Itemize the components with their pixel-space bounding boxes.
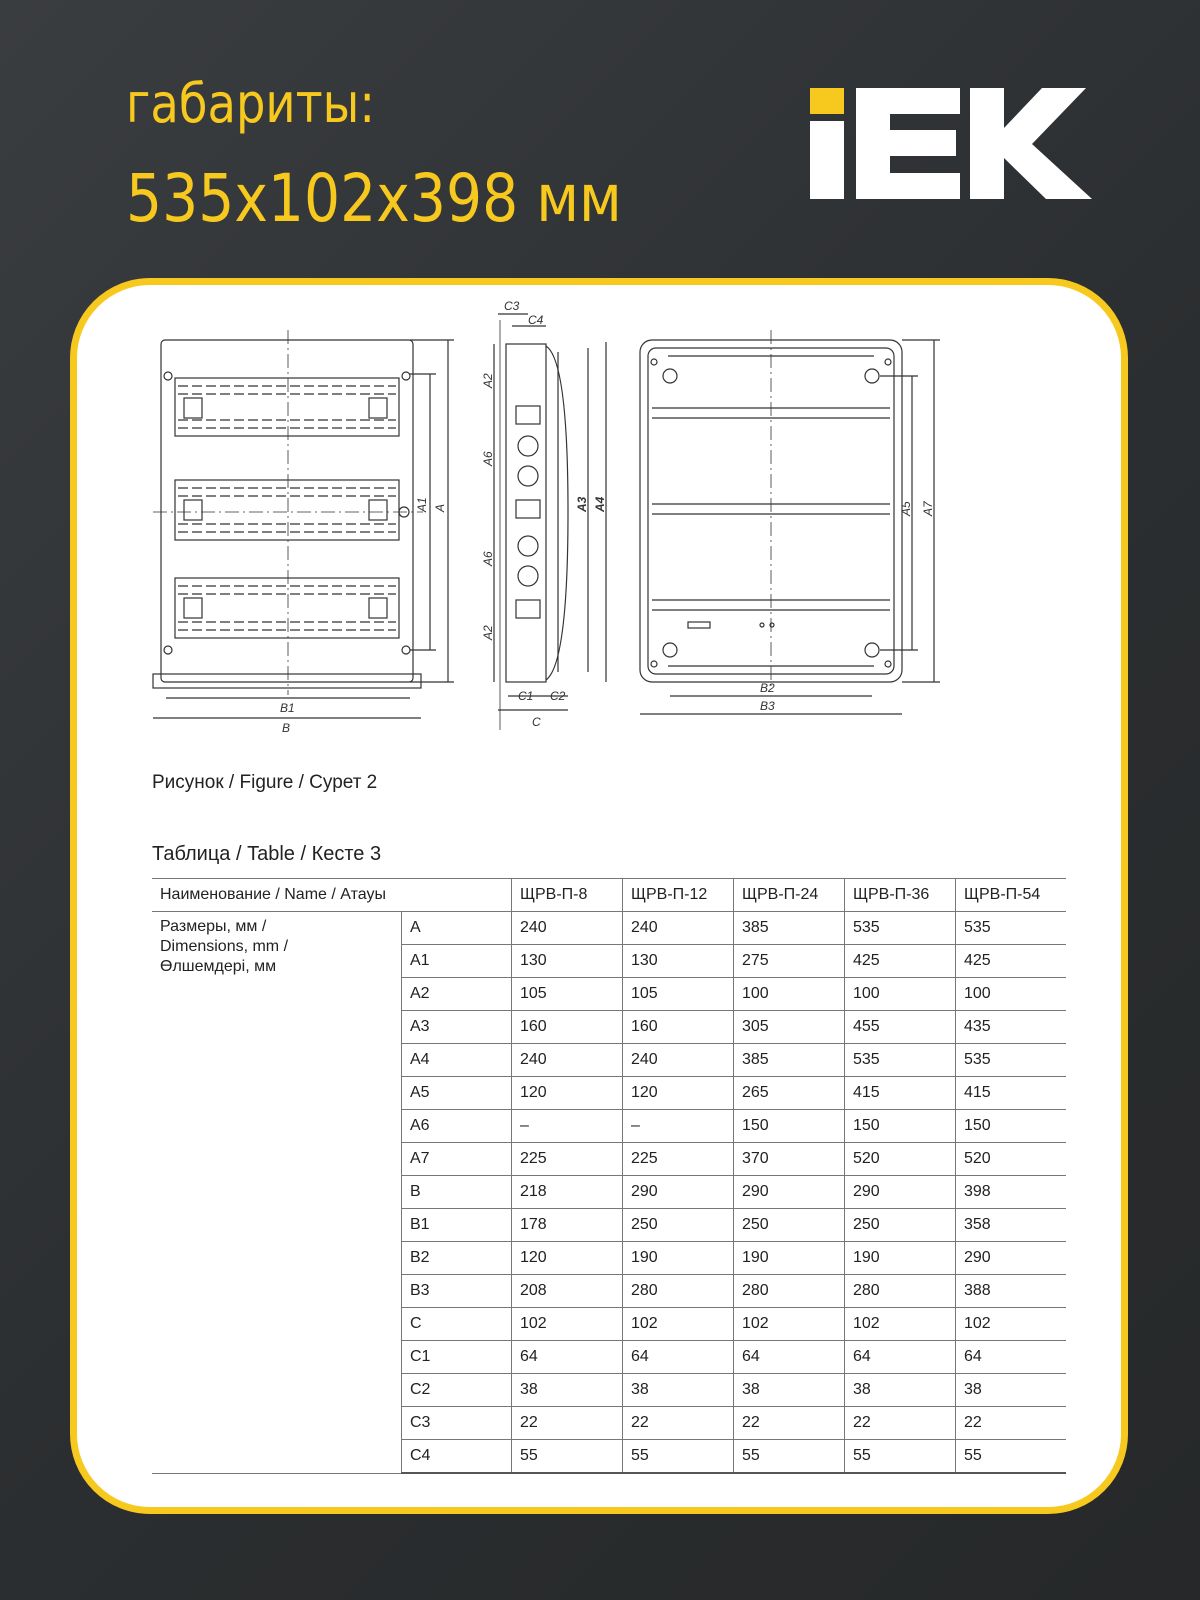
param-cell: C4: [402, 1440, 512, 1474]
figure-caption: Рисунок / Figure / Сурет 2: [152, 772, 378, 793]
technical-drawing: [148, 300, 968, 740]
param-cell: B: [402, 1176, 512, 1209]
dimensions-table: [152, 878, 1066, 1474]
value-cell: 38: [956, 1374, 1067, 1407]
value-cell: 178: [512, 1209, 623, 1242]
logo-dot: [810, 88, 844, 114]
value-cell: 425: [845, 945, 956, 978]
value-cell: 435: [956, 1011, 1067, 1044]
iek-logo: [810, 88, 1100, 204]
value-cell: 102: [623, 1308, 734, 1341]
value-cell: 218: [512, 1176, 623, 1209]
side-view: [494, 314, 606, 730]
front-row-1: [175, 378, 399, 436]
value-cell: 388: [956, 1275, 1067, 1308]
table-row: [152, 912, 1066, 945]
dimension-group-label: [152, 912, 402, 1474]
model-header: ЩРВ-П-12: [623, 879, 734, 912]
logo-letter-e: [856, 88, 960, 199]
value-cell: 520: [845, 1143, 956, 1176]
param-cell: A6: [402, 1110, 512, 1143]
param-cell: B2: [402, 1242, 512, 1275]
param-cell: B1: [402, 1209, 512, 1242]
value-cell: 275: [734, 945, 845, 978]
value-cell: 250: [845, 1209, 956, 1242]
value-cell: 100: [734, 978, 845, 1011]
value-cell: 415: [956, 1077, 1067, 1110]
value-cell: 150: [845, 1110, 956, 1143]
param-cell: A1: [402, 945, 512, 978]
group-label-ru: Размеры, мм /: [160, 918, 267, 935]
param-cell: A5: [402, 1077, 512, 1110]
value-cell: 190: [623, 1242, 734, 1275]
value-cell: 64: [734, 1341, 845, 1374]
value-cell: 280: [734, 1275, 845, 1308]
param-cell: A2: [402, 978, 512, 1011]
value-cell: 290: [734, 1176, 845, 1209]
value-cell: 358: [956, 1209, 1067, 1242]
value-cell: 250: [623, 1209, 734, 1242]
value-cell: 280: [623, 1275, 734, 1308]
value-cell: 280: [845, 1275, 956, 1308]
value-cell: 102: [734, 1308, 845, 1341]
value-cell: 190: [845, 1242, 956, 1275]
value-cell: 120: [512, 1077, 623, 1110]
value-cell: 385: [734, 912, 845, 945]
param-cell: B3: [402, 1275, 512, 1308]
value-cell: 208: [512, 1275, 623, 1308]
front-view: [153, 330, 454, 718]
label-c1: C1: [518, 689, 534, 703]
value-cell: 22: [956, 1407, 1067, 1440]
value-cell: 398: [956, 1176, 1067, 1209]
front-row-3: [175, 578, 399, 638]
value-cell: 55: [956, 1440, 1067, 1474]
label-a2-bottom: A2: [481, 625, 495, 640]
dimensions-title: габариты:: [126, 72, 375, 135]
front-row-2: [175, 480, 399, 540]
label-a1: A1: [415, 497, 429, 512]
value-cell: 102: [845, 1308, 956, 1341]
value-cell: 64: [956, 1341, 1067, 1374]
value-cell: 370: [734, 1143, 845, 1176]
value-cell: 55: [845, 1440, 956, 1474]
value-cell: 240: [512, 912, 623, 945]
value-cell: 240: [623, 912, 734, 945]
label-b3: B3: [760, 699, 775, 713]
value-cell: 150: [734, 1110, 845, 1143]
value-cell: 225: [623, 1143, 734, 1176]
label-b2: B2: [760, 681, 775, 695]
label-c3: C3: [504, 300, 520, 313]
back-view: [640, 330, 940, 714]
value-cell: 105: [623, 978, 734, 1011]
value-cell: 38: [512, 1374, 623, 1407]
param-cell: C1: [402, 1341, 512, 1374]
value-cell: 120: [512, 1242, 623, 1275]
value-cell: 130: [623, 945, 734, 978]
label-c2: C2: [550, 689, 566, 703]
label-a6-bottom: A6: [481, 551, 495, 566]
model-header: ЩРВ-П-8: [512, 879, 623, 912]
value-cell: 22: [734, 1407, 845, 1440]
label-c4: C4: [528, 313, 544, 327]
model-header: ЩРВ-П-24: [734, 879, 845, 912]
value-cell: 38: [623, 1374, 734, 1407]
value-cell: 130: [512, 945, 623, 978]
value-cell: 305: [734, 1011, 845, 1044]
value-cell: 38: [734, 1374, 845, 1407]
logo-letter-i: [810, 121, 844, 199]
value-cell: 22: [512, 1407, 623, 1440]
value-cell: 160: [623, 1011, 734, 1044]
param-cell: C3: [402, 1407, 512, 1440]
value-cell: 22: [623, 1407, 734, 1440]
value-cell: 520: [956, 1143, 1067, 1176]
name-column-header: Наименование / Name / Атауы: [152, 879, 512, 912]
group-label-kz: Өлшемдері, мм: [160, 958, 277, 975]
value-cell: 120: [623, 1077, 734, 1110]
param-cell: A4: [402, 1044, 512, 1077]
param-cell: A: [402, 912, 512, 945]
value-cell: 240: [623, 1044, 734, 1077]
value-cell: 38: [845, 1374, 956, 1407]
value-cell: 64: [623, 1341, 734, 1374]
value-cell: 535: [845, 1044, 956, 1077]
table-body: [152, 912, 1066, 1474]
logo-letter-k: [970, 88, 1092, 199]
value-cell: 385: [734, 1044, 845, 1077]
param-cell: C: [402, 1308, 512, 1341]
value-cell: 64: [512, 1341, 623, 1374]
label-a7: A7: [921, 501, 935, 516]
value-cell: 55: [734, 1440, 845, 1474]
label-a6-top: A6: [481, 451, 495, 466]
value-cell: 535: [956, 1044, 1067, 1077]
table-caption: Таблица / Table / Кесте 3: [152, 843, 382, 865]
label-a2-top: A2: [481, 373, 495, 388]
table-header-row: [152, 879, 1066, 912]
value-cell: 102: [956, 1308, 1067, 1341]
value-cell: 455: [845, 1011, 956, 1044]
label-a: A: [433, 503, 447, 512]
value-cell: 55: [623, 1440, 734, 1474]
value-cell: 415: [845, 1077, 956, 1110]
value-cell: 225: [512, 1143, 623, 1176]
label-b: B: [282, 721, 291, 735]
value-cell: 100: [956, 978, 1067, 1011]
value-cell: 102: [512, 1308, 623, 1341]
param-cell: A3: [402, 1011, 512, 1044]
value-cell: 240: [512, 1044, 623, 1077]
value-cell: 250: [734, 1209, 845, 1242]
model-header: ЩРВ-П-54: [956, 879, 1067, 912]
value-cell: –: [512, 1110, 623, 1143]
value-cell: 190: [734, 1242, 845, 1275]
value-cell: 160: [512, 1011, 623, 1044]
value-cell: 22: [845, 1407, 956, 1440]
param-cell: A7: [402, 1143, 512, 1176]
label-a5: A5: [899, 501, 913, 516]
value-cell: 150: [956, 1110, 1067, 1143]
value-cell: 535: [845, 912, 956, 945]
model-header: ЩРВ-П-36: [845, 879, 956, 912]
group-label-en: Dimensions, mm /: [160, 938, 289, 955]
value-cell: 64: [845, 1341, 956, 1374]
value-cell: 105: [512, 978, 623, 1011]
label-a3: A3: [575, 496, 589, 512]
label-b1: B1: [280, 701, 295, 715]
value-cell: 55: [512, 1440, 623, 1474]
value-cell: 265: [734, 1077, 845, 1110]
value-cell: 290: [623, 1176, 734, 1209]
label-c: C: [532, 715, 541, 729]
value-cell: 425: [956, 945, 1067, 978]
dimensions-value: 535x102x398 мм: [126, 160, 622, 237]
value-cell: 535: [956, 912, 1067, 945]
param-cell: C2: [402, 1374, 512, 1407]
label-a4: A4: [593, 496, 607, 512]
value-cell: –: [623, 1110, 734, 1143]
value-cell: 100: [845, 978, 956, 1011]
value-cell: 290: [956, 1242, 1067, 1275]
value-cell: 290: [845, 1176, 956, 1209]
